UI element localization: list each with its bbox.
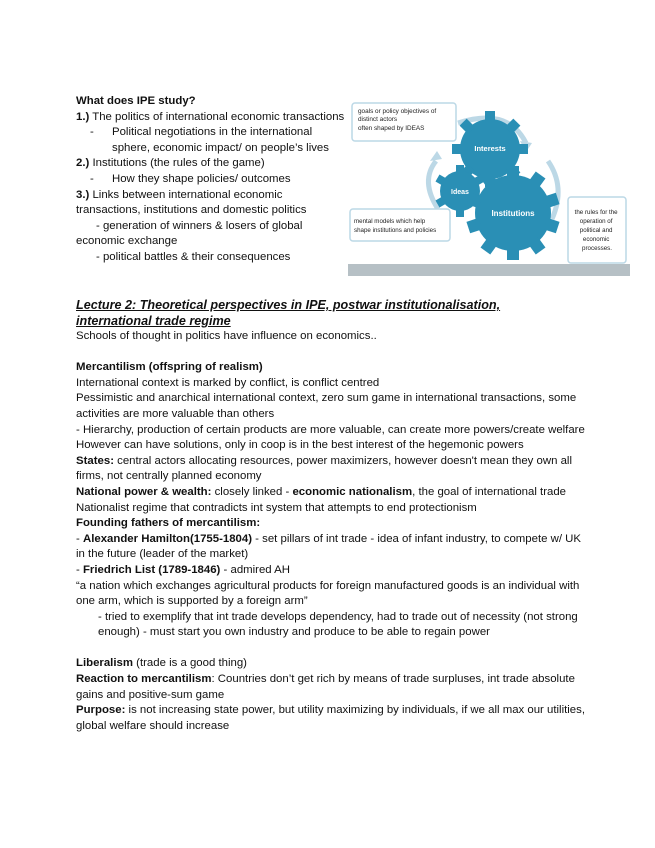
- goals-line: often shaped by IDEAS: [358, 125, 425, 132]
- dash: -: [76, 563, 83, 576]
- ideas-label: Ideas: [451, 189, 469, 196]
- mercantilism-heading: Mercantilism (offspring of realism): [76, 361, 263, 374]
- rules-line: economic: [582, 236, 610, 243]
- item-number: 3.): [76, 188, 90, 201]
- item-text: Institutions (the rules of the game): [89, 157, 265, 170]
- ideas-interests-institutions-diagram: [348, 101, 630, 276]
- list-label: Friedrich List (1789-1846): [82, 563, 221, 576]
- sub-item: - political battles & their consequences: [96, 250, 291, 263]
- economic-nationalism: economic nationalism: [292, 485, 413, 498]
- quote: “a nation which exchanges agricultural products for foreign manufactured goods is an individual with one arm, which is supported by a foreign arm”: [76, 579, 580, 608]
- goals-line: goals or policy objectives of: [358, 108, 437, 115]
- paragraph: International context is marked by conflict, is conflict centred: [76, 376, 380, 389]
- cycle-arrowhead: [430, 151, 442, 161]
- paragraph: [76, 563, 586, 579]
- sub-item: [76, 219, 346, 250]
- paragraph: Nationalist regime that contradicts int system that attempts to end protectionism: [76, 501, 477, 514]
- list-item: [76, 110, 346, 126]
- goals-line: distinct actors: [358, 116, 398, 123]
- lecture-title-line: Lecture 2: Theoretical perspectives in IPE, postwar institutionalisation,: [76, 298, 501, 312]
- mental-models-callout-box: [350, 209, 450, 241]
- reaction-label: Reaction to mercantilism: [76, 673, 212, 686]
- sub-item: [76, 172, 346, 188]
- paragraph: - tried to exemplify that int trade develops dependency, had to trade out of necessity (not strong enough) - must start you own industry and produce to be able to regain power: [98, 610, 578, 639]
- national-power-text: closely linked -: [211, 485, 293, 498]
- national-power-text: , the goal of international trade: [412, 485, 566, 498]
- sub-item: [76, 125, 346, 156]
- dash: -: [90, 126, 94, 139]
- lecture-title-line: international trade regime: [76, 314, 231, 328]
- item-text: Links between international economic transactions, institutions and domestic politics: [76, 188, 307, 217]
- paragraph: However can have solutions, only in coop is in the best interest of the hegemonic powers: [76, 439, 524, 452]
- purpose-text: is not increasing state power, but utility maximizing by individuals, if we all max our utilities, global welfare should increase: [76, 704, 585, 732]
- list-item: [76, 156, 346, 172]
- paragraph: [76, 532, 586, 563]
- rules-line: processes.: [582, 245, 612, 252]
- mental-line: shape institutions and policies: [354, 227, 437, 234]
- rules-line: operation of: [579, 218, 613, 225]
- purpose-label: Purpose:: [76, 704, 126, 717]
- item-number: 2.): [76, 157, 90, 170]
- paragraph: [76, 454, 586, 485]
- lecture-intro: Schools of thought in politics have influence on economics..: [76, 330, 377, 342]
- lecture-title: [76, 297, 586, 329]
- liberalism-subtitle: (trade is a good thing): [132, 657, 247, 670]
- paragraph: Pessimistic and anarchical international context, zero sum game in international transactions, some activities are more valuable than others: [76, 392, 577, 420]
- diagram-svg: [348, 101, 630, 276]
- list-item: [76, 188, 346, 219]
- sub-item-text: Political negotiations in the international sphere, economic impact/ on people’s lives: [112, 126, 329, 154]
- spacer: [76, 641, 586, 657]
- dash: -: [90, 172, 94, 185]
- lecture-notes: [76, 297, 586, 734]
- mental-line: mental models which help: [354, 218, 426, 225]
- states-label: States:: [76, 454, 114, 467]
- paragraph: - Hierarchy, production of certain products are more valuable, can create more powers/create welfare: [76, 423, 585, 436]
- national-power-label: National power & wealth:: [76, 485, 212, 498]
- sub-item-text: How they shape policies/ outcomes: [112, 172, 291, 185]
- sub-item-text: - generation of winners & losers of global economic exchange: [76, 219, 303, 248]
- rules-line: the rules for the: [574, 209, 618, 216]
- reaction-text: : Countries don’t get rich by means of trade surpluses, int trade absolute gains and positive-sum game: [76, 673, 575, 701]
- section-heading: What does IPE study?: [76, 95, 196, 107]
- institutions-label: Institutions: [491, 209, 535, 218]
- diagram-shadow-band: [348, 264, 630, 276]
- paragraph: [76, 672, 586, 703]
- states-text: central actors allocating resources, power maximizers, however doesn't mean they own all firms, not centrally planned economy: [76, 454, 572, 483]
- dash: -: [76, 532, 83, 545]
- hamilton-label: Alexander Hamilton(1755-1804): [82, 532, 252, 545]
- item-number: 1.): [76, 110, 90, 123]
- rules-line: political and: [579, 227, 613, 234]
- list-text: - admired AH: [220, 563, 290, 576]
- founding-fathers-heading: Founding fathers of mercantilism:: [76, 517, 261, 530]
- liberalism-heading-line: [76, 656, 586, 672]
- hamilton-text: - set pillars of int trade - idea of infant industry, to compete w/ UK in the future (leader of the market): [76, 532, 581, 561]
- spacer: [76, 345, 586, 361]
- item-text: The politics of international economic transactions: [89, 110, 345, 123]
- liberalism-heading: Liberalism: [76, 657, 133, 670]
- paragraph: [76, 703, 586, 734]
- paragraph: [76, 485, 586, 501]
- interests-label: Interests: [474, 144, 506, 153]
- ipe-study-section: [76, 94, 346, 266]
